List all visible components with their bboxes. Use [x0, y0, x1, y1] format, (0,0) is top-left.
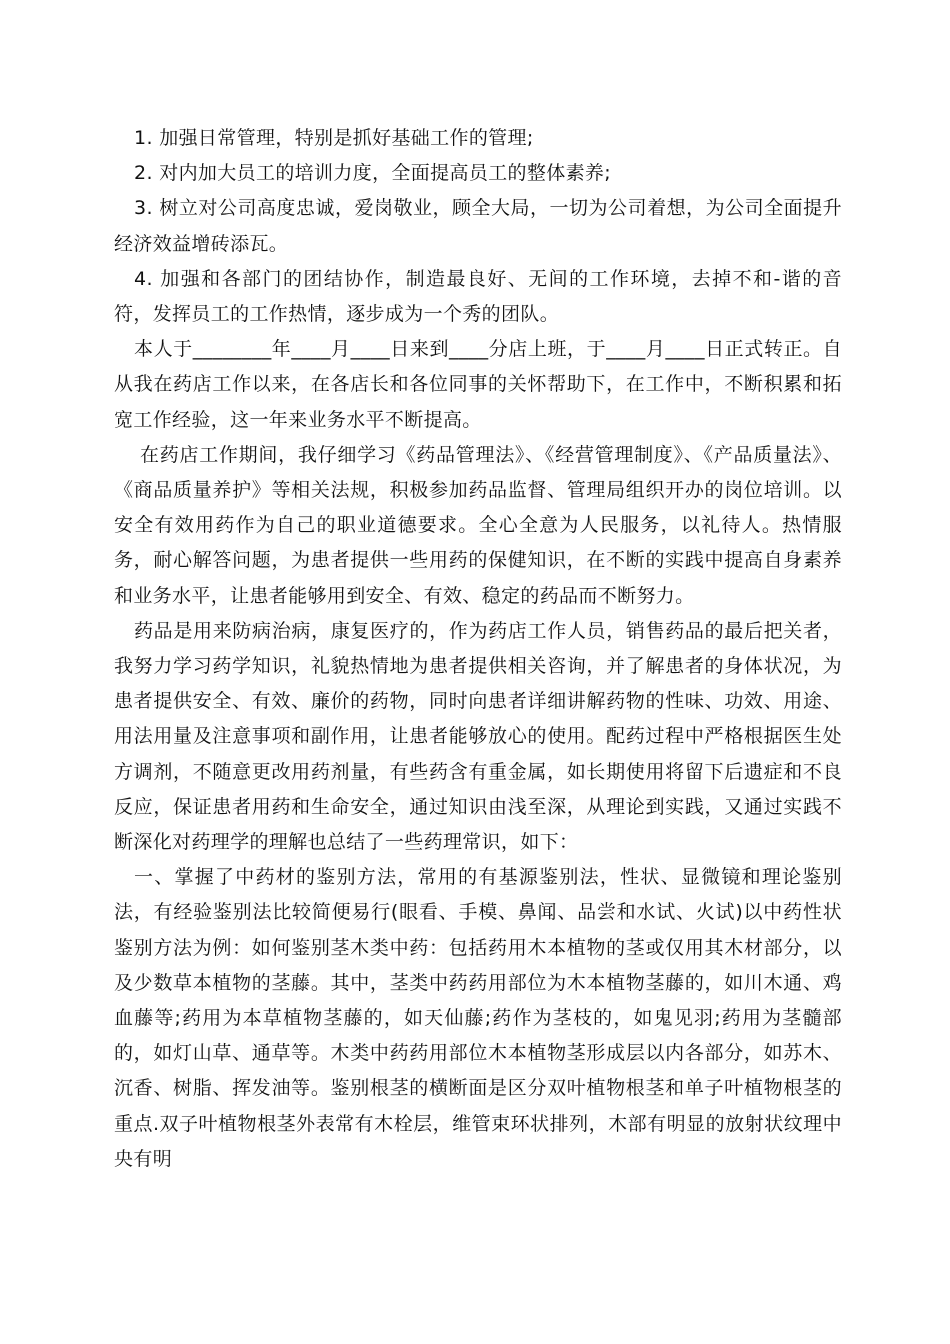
paragraph-identification: 一、掌握了中药材的鉴别方法，常用的有基源鉴别法，性状、显微镜和理论鉴别法，有经验鉴别法比较简便易行(眼看、手模、鼻闻、品尝和水试、火试)以中药性状鉴别方法为例：如何鉴别茎木类中药：包括药用木本植物的茎或仅用其木材部分，以及少数草本植物的茎藤。其中，茎类中药药用部位为木本植物茎藤的，如川木通、鸡血藤等;药用为本草植物茎藤的，如天仙藤;药作为茎枝的，如鬼见羽;药用为茎髓部的，如灯山草、通草等。木类中药药用部位木本植物茎形成层以内各部分，如苏木、沉香、树脂、挥发油等。鉴别根茎的横断面是区分双叶植物根茎和单子叶植物根茎的重点.双子叶植物根茎外表常有木栓层，维管束环状排列，木部有明显的放射状纹理中央有明 [114, 866, 842, 1170]
list-item-1: 1. 加强日常管理，特别是抓好基础工作的管理; [134, 127, 534, 149]
paragraph-study: 在药店工作期间，我仔细学习《药品管理法》、《经营管理制度》、《产品质量法》、《商品质量养护》等相关法规，积极参加药品监督、管理局组织开办的岗位培训。以安全有效用药作为自己的职业道德要求。全心全意为人民服务，以礼待人。热情服务，耐心解答问题，为患者提供一些用药的保健知识，在不断的实践中提高自身素养和业务水平，让患者能够用到安全、有效、稳定的药品而不断努力。 [114, 443, 842, 607]
document-body [114, 121, 842, 1177]
list-item-2: 2. 对内加大员工的培训力度，全面提高员工的整体素养; [134, 162, 612, 185]
list-item-3: 3. 树立对公司高度忠诚，爱岗敬业，顾全大局，一切为公司着想，为公司全面提升经济效益增砖添瓦。 [114, 197, 842, 255]
list-item-4: 4. 加强和各部门的团结协作，制造最良好、无间的工作环境，去掉不和-谐的音符，发挥员工的工作热情，逐步成为一个秀的团队。 [114, 267, 842, 326]
paragraph-pharmacy: 药品是用来防病治病，康复医疗的，作为药店工作人员，销售药品的最后把关者，我努力学习药学知识，礼貌热情地为患者提供相关咨询，并了解患者的身体状况，为患者提供安全、有效、廉价的药物，同时向患者详细讲解药物的性味、功效、用途、用法用量及注意事项和副作用，让患者能够放心的使用。配药过程中严格根据医生处方调剂，不随意更改用药剂量，有些药含有重金属，如长期使用将留下后遗症和不良反应，保证患者用药和生命安全，通过知识由浅至深，从理论到实践，又通过实践不断深化对药理学的理解也总结了一些药理常识，如下： [114, 619, 842, 854]
paragraph-intro: 本人于________年____月____日来到____分店上班，于____月____日正式转正。自从我在药店工作以来，在各店长和各位同事的关怀帮助下，在工作中，不断积累和拓宽工作经验，这一年来业务水平不断提高。 [114, 338, 842, 431]
